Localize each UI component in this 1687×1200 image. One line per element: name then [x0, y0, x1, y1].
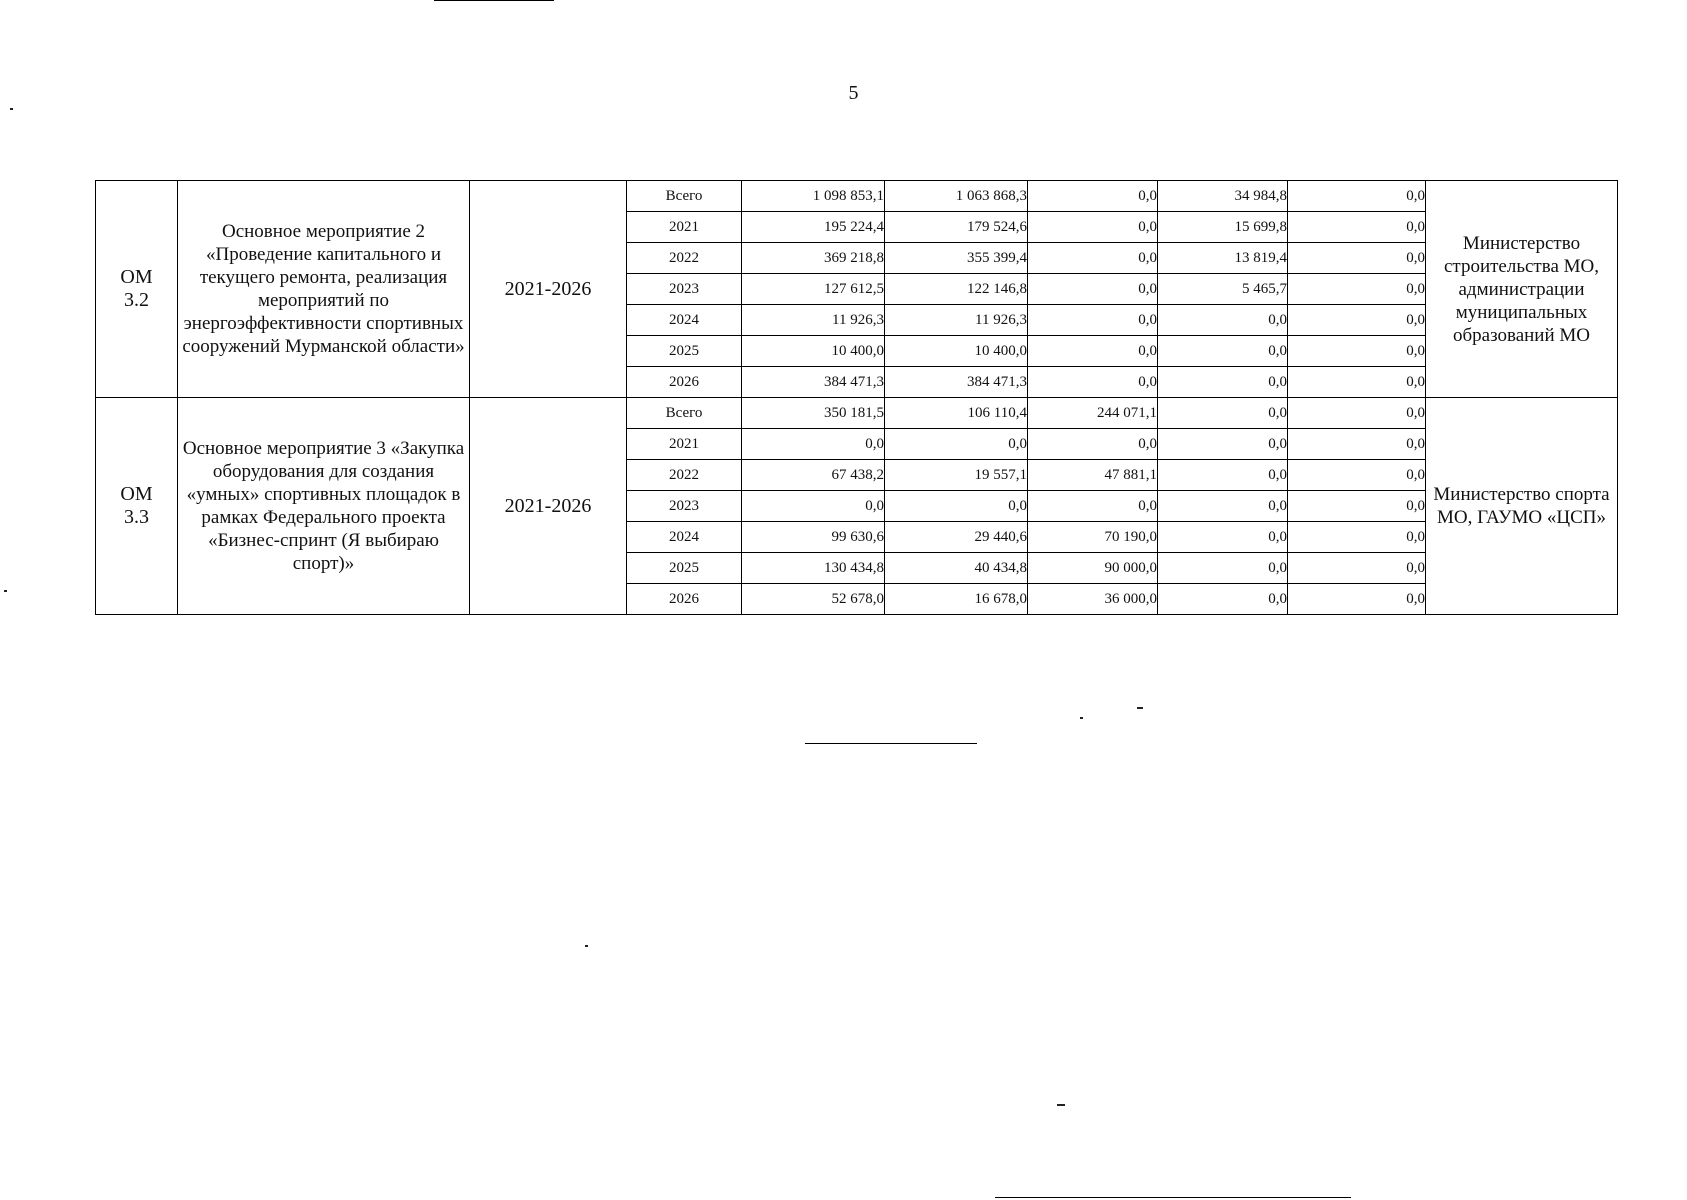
amount-cell: 0,0 — [1158, 522, 1288, 553]
activity-executor: Министерство спорта МО, ГАУМО «ЦСП» — [1426, 398, 1618, 615]
amount-cell: 1 063 868,3 — [885, 181, 1028, 212]
amount-cell: 0,0 — [1288, 522, 1426, 553]
amount-cell: 0,0 — [1288, 181, 1426, 212]
amount-cell: 0,0 — [1158, 398, 1288, 429]
amount-cell: 0,0 — [1288, 243, 1426, 274]
amount-cell: 130 434,8 — [742, 553, 885, 584]
amount-cell: 0,0 — [1288, 367, 1426, 398]
year-cell: 2025 — [627, 336, 742, 367]
amount-cell: 0,0 — [1288, 305, 1426, 336]
amount-cell: 11 926,3 — [742, 305, 885, 336]
amount-cell: 0,0 — [742, 429, 885, 460]
amount-cell: 0,0 — [1028, 367, 1158, 398]
amount-cell: 384 471,3 — [885, 367, 1028, 398]
year-cell: 2022 — [627, 243, 742, 274]
amount-cell: 127 612,5 — [742, 274, 885, 305]
scan-speck — [10, 108, 13, 110]
activity-code: ОМ 3.2 — [96, 181, 178, 398]
amount-cell: 0,0 — [1028, 212, 1158, 243]
amount-cell: 0,0 — [1288, 553, 1426, 584]
amount-cell: 52 678,0 — [742, 584, 885, 615]
funding-table — [95, 180, 1618, 615]
scan-speck — [1080, 717, 1083, 719]
amount-cell: 47 881,1 — [1028, 460, 1158, 491]
amount-cell: 0,0 — [1288, 398, 1426, 429]
activity-title: Основное мероприятие 3 «Закупка оборудования для создания «умных» спортивных площадок в рамках Федерального проекта «Бизнес-спринт (Я выбираю спорт)» — [178, 398, 470, 615]
year-cell: 2026 — [627, 367, 742, 398]
amount-cell: 0,0 — [1158, 429, 1288, 460]
amount-cell: 10 400,0 — [885, 336, 1028, 367]
scan-speck — [1137, 707, 1143, 709]
year-cell: 2022 — [627, 460, 742, 491]
activity-period: 2021-2026 — [470, 398, 627, 615]
amount-cell: 67 438,2 — [742, 460, 885, 491]
amount-cell: 0,0 — [1028, 429, 1158, 460]
amount-cell: 350 181,5 — [742, 398, 885, 429]
year-cell: 2023 — [627, 491, 742, 522]
amount-cell: 244 071,1 — [1028, 398, 1158, 429]
scan-top-rule — [434, 0, 554, 1]
year-cell: Всего — [627, 398, 742, 429]
amount-cell: 0,0 — [1288, 274, 1426, 305]
amount-cell: 0,0 — [1158, 553, 1288, 584]
scan-speck — [585, 945, 588, 947]
amount-cell: 384 471,3 — [742, 367, 885, 398]
amount-cell: 0,0 — [1158, 460, 1288, 491]
year-cell: 2026 — [627, 584, 742, 615]
table-row — [96, 398, 1618, 429]
year-cell: 2024 — [627, 522, 742, 553]
amount-cell: 122 146,8 — [885, 274, 1028, 305]
amount-cell: 0,0 — [885, 491, 1028, 522]
year-cell: Всего — [627, 181, 742, 212]
amount-cell: 0,0 — [1158, 367, 1288, 398]
amount-cell: 11 926,3 — [885, 305, 1028, 336]
amount-cell: 34 984,8 — [1158, 181, 1288, 212]
amount-cell: 195 224,4 — [742, 212, 885, 243]
year-cell: 2023 — [627, 274, 742, 305]
amount-cell: 99 630,6 — [742, 522, 885, 553]
year-cell: 2024 — [627, 305, 742, 336]
amount-cell: 1 098 853,1 — [742, 181, 885, 212]
amount-cell: 106 110,4 — [885, 398, 1028, 429]
amount-cell: 0,0 — [1028, 305, 1158, 336]
amount-cell: 0,0 — [1288, 584, 1426, 615]
page-number: 5 — [848, 82, 859, 104]
activity-code: ОМ 3.3 — [96, 398, 178, 615]
amount-cell: 0,0 — [1288, 491, 1426, 522]
amount-cell: 70 190,0 — [1028, 522, 1158, 553]
amount-cell: 19 557,1 — [885, 460, 1028, 491]
amount-cell: 0,0 — [1288, 460, 1426, 491]
scan-speck — [1057, 1104, 1065, 1106]
amount-cell: 369 218,8 — [742, 243, 885, 274]
amount-cell: 5 465,7 — [1158, 274, 1288, 305]
amount-cell: 0,0 — [1028, 243, 1158, 274]
scan-speck — [4, 590, 7, 592]
amount-cell: 0,0 — [1028, 181, 1158, 212]
closing-rule — [805, 743, 977, 744]
amount-cell: 0,0 — [1158, 491, 1288, 522]
amount-cell: 0,0 — [1288, 429, 1426, 460]
amount-cell: 10 400,0 — [742, 336, 885, 367]
activity-period: 2021-2026 — [470, 181, 627, 398]
amount-cell: 0,0 — [1158, 336, 1288, 367]
amount-cell: 0,0 — [885, 429, 1028, 460]
amount-cell: 40 434,8 — [885, 553, 1028, 584]
amount-cell: 0,0 — [1028, 336, 1158, 367]
amount-cell: 179 524,6 — [885, 212, 1028, 243]
amount-cell: 29 440,6 — [885, 522, 1028, 553]
activity-executor: Министерство строительства МО, администрации муниципальных образований МО — [1426, 181, 1618, 398]
amount-cell: 0,0 — [1158, 305, 1288, 336]
amount-cell: 0,0 — [1028, 274, 1158, 305]
amount-cell: 13 819,4 — [1158, 243, 1288, 274]
amount-cell: 15 699,8 — [1158, 212, 1288, 243]
table-row — [96, 181, 1618, 212]
amount-cell: 36 000,0 — [1028, 584, 1158, 615]
year-cell: 2021 — [627, 429, 742, 460]
year-cell: 2025 — [627, 553, 742, 584]
scan-bottom-rule — [995, 1197, 1351, 1198]
amount-cell: 0,0 — [1288, 336, 1426, 367]
amount-cell: 0,0 — [1158, 584, 1288, 615]
amount-cell: 355 399,4 — [885, 243, 1028, 274]
amount-cell: 0,0 — [1288, 212, 1426, 243]
year-cell: 2021 — [627, 212, 742, 243]
activity-title: Основное мероприятие 2 «Проведение капитального и текущего ремонта, реализация мероприятий по энергоэффективности спортивных сооружений Мурманской области» — [178, 181, 470, 398]
amount-cell: 16 678,0 — [885, 584, 1028, 615]
amount-cell: 0,0 — [742, 491, 885, 522]
amount-cell: 90 000,0 — [1028, 553, 1158, 584]
amount-cell: 0,0 — [1028, 491, 1158, 522]
